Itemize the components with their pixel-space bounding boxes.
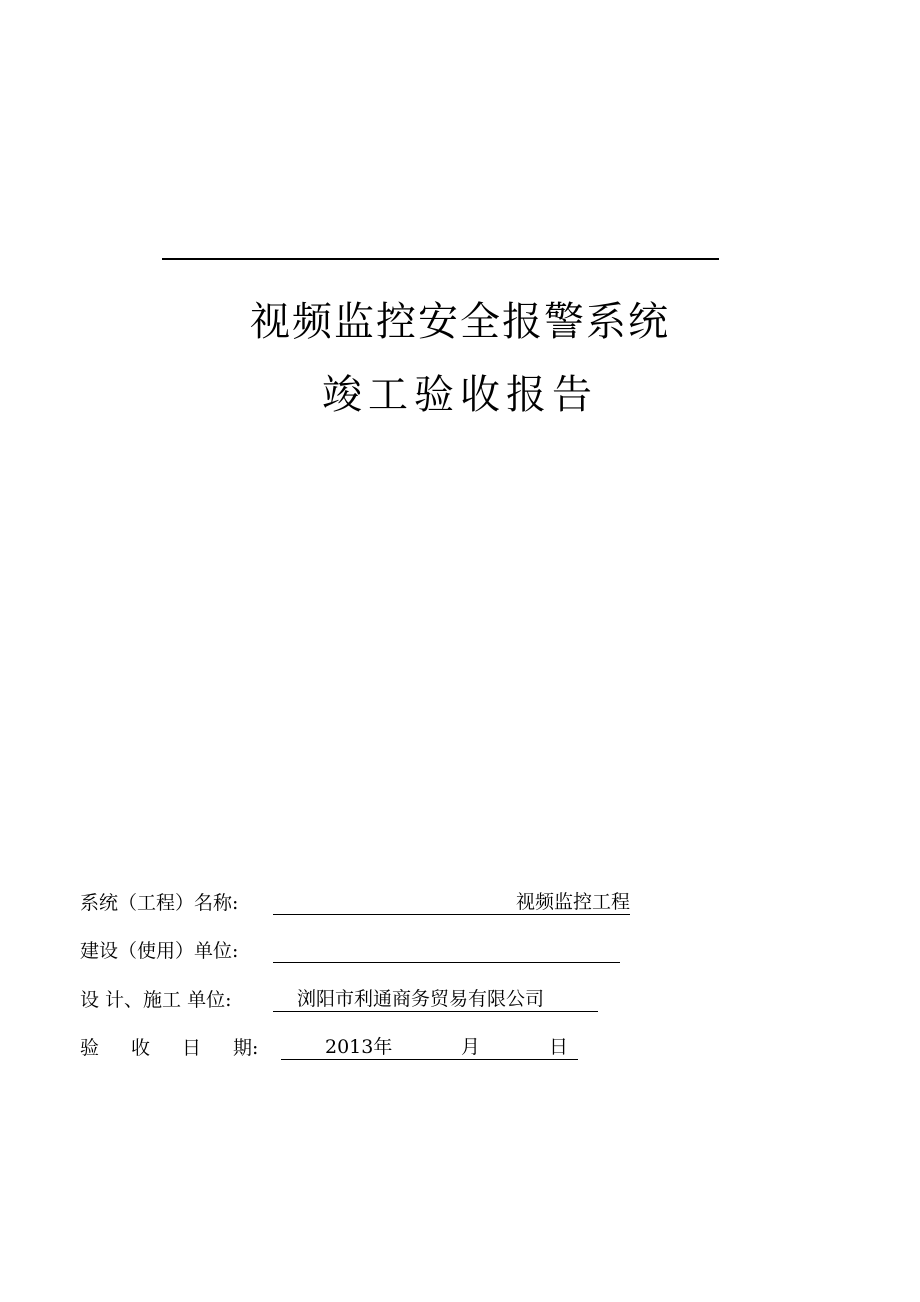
date-month: 月 [461,1036,481,1058]
date-label-char-2: 收 [131,1037,151,1059]
system-name-value: 视频监控工程 [273,888,630,915]
acceptance-date-label [80,1033,258,1063]
document-title-line2: 竣工验收报告 [322,372,598,418]
design-unit-value: 浏阳市利通商务贸易有限公司 [297,988,545,1010]
top-divider-line [162,258,719,260]
system-name-label: 系统（工程）名称: [80,892,239,914]
owner-unit-value [273,936,620,963]
document-title-line1: 视频监控安全报警系统 [250,299,670,345]
acceptance-date-value [281,1033,578,1060]
design-unit-label: 设 计、施工 单位: [80,989,232,1011]
date-year: 2013年 [325,1036,393,1058]
date-label-char-1: 验 [80,1037,100,1059]
date-label-char-3: 日 [182,1037,202,1059]
owner-unit-label: 建设（使用）单位: [80,940,239,962]
date-day: 日 [549,1036,569,1058]
design-unit-value-line [273,985,598,1012]
date-label-char-4: 期: [233,1037,259,1059]
